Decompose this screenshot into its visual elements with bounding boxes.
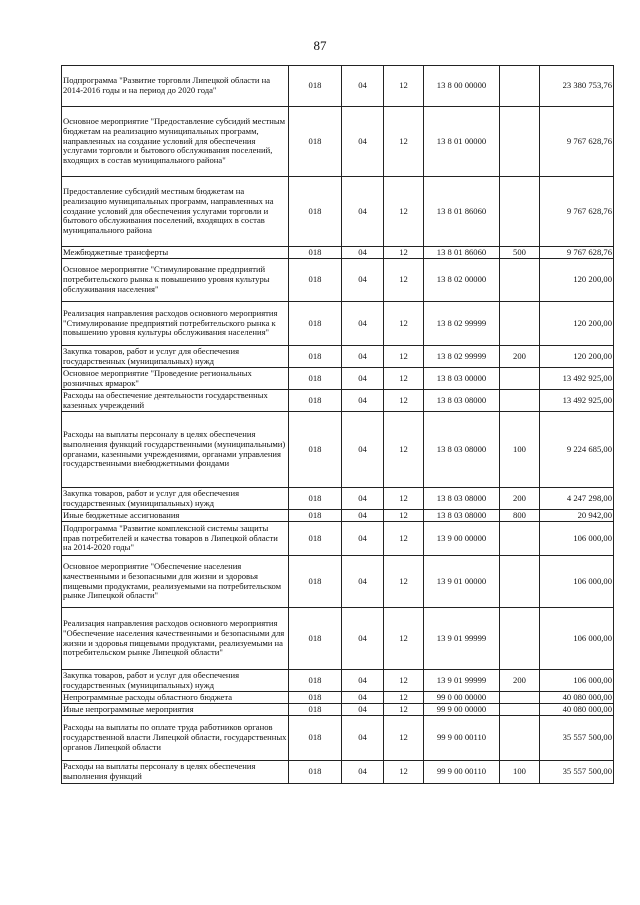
expense-type-cell: [500, 368, 540, 390]
amount-cell: 106 000,00: [540, 556, 614, 608]
target-article-cell: 99 9 00 00110: [424, 716, 500, 761]
ministry-code-cell: 018: [289, 704, 342, 716]
target-article-cell: 13 8 03 08000: [424, 510, 500, 522]
subsection-code-cell: 12: [384, 716, 424, 761]
table-row: [62, 346, 614, 368]
expense-type-cell: [500, 716, 540, 761]
table-row: [62, 302, 614, 346]
subsection-code-cell: 12: [384, 704, 424, 716]
item-name-cell: Основное мероприятие "Стимулирование предприятий потребительского рынка к повышению уровня культуры обслуживания населения": [62, 259, 289, 302]
target-article-cell: 13 8 03 00000: [424, 368, 500, 390]
expense-type-cell: 800: [500, 510, 540, 522]
item-name-cell: Расходы на выплаты по оплате труда работников органов государственной власти Липецкой области, государственных органов Липецкой области: [62, 716, 289, 761]
item-name-cell: Подпрограмма "Развитие торговли Липецкой области на 2014-2016 годы и на период до 2020 года": [62, 66, 289, 107]
amount-cell: 35 557 500,00: [540, 761, 614, 784]
subsection-code-cell: 12: [384, 488, 424, 510]
subsection-code-cell: 12: [384, 390, 424, 412]
amount-cell: 40 080 000,00: [540, 704, 614, 716]
ministry-code-cell: 018: [289, 510, 342, 522]
section-code-cell: 04: [342, 488, 384, 510]
amount-cell: 40 080 000,00: [540, 692, 614, 704]
ministry-code-cell: 018: [289, 177, 342, 247]
table-row: [62, 692, 614, 704]
expense-type-cell: 100: [500, 761, 540, 784]
item-name-cell: Закупка товаров, работ и услуг для обеспечения государственных (муниципальных) нужд: [62, 346, 289, 368]
expense-type-cell: 100: [500, 412, 540, 488]
table-row: [62, 510, 614, 522]
amount-cell: 13 492 925,00: [540, 390, 614, 412]
item-name-cell: Закупка товаров, работ и услуг для обеспечения государственных (муниципальных) нужд: [62, 670, 289, 692]
amount-cell: 23 380 753,76: [540, 66, 614, 107]
table-row: [62, 247, 614, 259]
expense-type-cell: [500, 390, 540, 412]
item-name-cell: Реализация направления расходов основного мероприятия "Обеспечение населения качественными и безопасными для жизни и здоровья пищевыми продуктами, реализуемыми на потребительском рынке Липецкой области": [62, 608, 289, 670]
ministry-code-cell: 018: [289, 302, 342, 346]
ministry-code-cell: 018: [289, 761, 342, 784]
ministry-code-cell: 018: [289, 522, 342, 556]
amount-cell: 106 000,00: [540, 522, 614, 556]
target-article-cell: 13 8 02 00000: [424, 259, 500, 302]
amount-cell: 35 557 500,00: [540, 716, 614, 761]
page-number: 87: [313, 38, 327, 53]
ministry-code-cell: 018: [289, 556, 342, 608]
subsection-code-cell: 12: [384, 346, 424, 368]
expense-type-cell: 500: [500, 247, 540, 259]
section-code-cell: 04: [342, 670, 384, 692]
section-code-cell: 04: [342, 107, 384, 177]
section-code-cell: 04: [342, 522, 384, 556]
table-row: [62, 716, 614, 761]
subsection-code-cell: 12: [384, 670, 424, 692]
expense-type-cell: [500, 608, 540, 670]
item-name-cell: Основное мероприятие "Проведение региональных розничных ярмарок": [62, 368, 289, 390]
table-row: [62, 556, 614, 608]
item-name-cell: Основное мероприятие "Обеспечение населения качественными и безопасными для жизни и здоровья пищевыми продуктами, реализуемыми на потребительском рынке Липецкой области": [62, 556, 289, 608]
subsection-code-cell: 12: [384, 608, 424, 670]
table-row: [62, 107, 614, 177]
section-code-cell: 04: [342, 390, 384, 412]
section-code-cell: 04: [342, 556, 384, 608]
amount-cell: 13 492 925,00: [540, 368, 614, 390]
item-name-cell: Подпрограмма "Развитие комплексной системы защиты прав потребителей и качества товаров в Липецкой области на 2014-2020 годы": [62, 522, 289, 556]
budget-table: [61, 65, 614, 784]
ministry-code-cell: 018: [289, 608, 342, 670]
expense-type-cell: 200: [500, 670, 540, 692]
subsection-code-cell: 12: [384, 412, 424, 488]
expense-type-cell: [500, 704, 540, 716]
target-article-cell: 13 8 02 99999: [424, 346, 500, 368]
item-name-cell: Расходы на выплаты персоналу в целях обеспечения выполнения функций государственными (муниципальными) органами, казенными учреждениями, органами управления государственными внебюджетными фондами: [62, 412, 289, 488]
amount-cell: 4 247 298,00: [540, 488, 614, 510]
target-article-cell: 13 8 01 86060: [424, 247, 500, 259]
item-name-cell: Предоставление субсидий местным бюджетам на реализацию муниципальных программ, направленных на создание условий для обеспечения услугами торговли и бытового обслуживания поселений, входящих в состав муниципального района: [62, 177, 289, 247]
target-article-cell: 13 8 03 08000: [424, 390, 500, 412]
amount-cell: 106 000,00: [540, 670, 614, 692]
table-row: [62, 761, 614, 784]
subsection-code-cell: 12: [384, 107, 424, 177]
target-article-cell: 99 0 00 00000: [424, 692, 500, 704]
subsection-code-cell: 12: [384, 761, 424, 784]
expense-type-cell: 200: [500, 488, 540, 510]
subsection-code-cell: 12: [384, 510, 424, 522]
target-article-cell: 13 9 00 00000: [424, 522, 500, 556]
ministry-code-cell: 018: [289, 368, 342, 390]
section-code-cell: 04: [342, 66, 384, 107]
section-code-cell: 04: [342, 608, 384, 670]
table-row: [62, 368, 614, 390]
subsection-code-cell: 12: [384, 522, 424, 556]
subsection-code-cell: 12: [384, 259, 424, 302]
section-code-cell: 04: [342, 692, 384, 704]
section-code-cell: 04: [342, 247, 384, 259]
expense-type-cell: [500, 66, 540, 107]
item-name-cell: Иные непрограммные мероприятия: [62, 704, 289, 716]
target-article-cell: 99 9 00 00000: [424, 704, 500, 716]
item-name-cell: Основное мероприятие "Предоставление субсидий местным бюджетам на реализацию муниципальных программ, направленных на создание условий для обеспечения услугами торговли и бытового обслуживания поселений, входящих в состав муниципального района": [62, 107, 289, 177]
ministry-code-cell: 018: [289, 259, 342, 302]
target-article-cell: 13 9 01 99999: [424, 608, 500, 670]
amount-cell: 120 200,00: [540, 302, 614, 346]
table-row: [62, 390, 614, 412]
section-code-cell: 04: [342, 761, 384, 784]
subsection-code-cell: 12: [384, 302, 424, 346]
target-article-cell: 13 8 02 99999: [424, 302, 500, 346]
target-article-cell: 99 9 00 00110: [424, 761, 500, 784]
expense-type-cell: [500, 302, 540, 346]
amount-cell: 9 224 685,00: [540, 412, 614, 488]
table-row: [62, 704, 614, 716]
ministry-code-cell: 018: [289, 390, 342, 412]
table-row: [62, 670, 614, 692]
amount-cell: 9 767 628,76: [540, 107, 614, 177]
item-name-cell: Расходы на обеспечение деятельности государственных казенных учреждений: [62, 390, 289, 412]
ministry-code-cell: 018: [289, 107, 342, 177]
table-row: [62, 412, 614, 488]
target-article-cell: 13 8 01 00000: [424, 107, 500, 177]
ministry-code-cell: 018: [289, 716, 342, 761]
item-name-cell: Иные бюджетные ассигнования: [62, 510, 289, 522]
target-article-cell: 13 9 01 00000: [424, 556, 500, 608]
expense-type-cell: [500, 259, 540, 302]
ministry-code-cell: 018: [289, 247, 342, 259]
table-row: [62, 177, 614, 247]
ministry-code-cell: 018: [289, 412, 342, 488]
expense-type-cell: 200: [500, 346, 540, 368]
section-code-cell: 04: [342, 412, 384, 488]
ministry-code-cell: 018: [289, 670, 342, 692]
amount-cell: 9 767 628,76: [540, 247, 614, 259]
table-row: [62, 522, 614, 556]
target-article-cell: 13 8 03 08000: [424, 488, 500, 510]
target-article-cell: 13 8 01 86060: [424, 177, 500, 247]
subsection-code-cell: 12: [384, 692, 424, 704]
ministry-code-cell: 018: [289, 488, 342, 510]
expense-type-cell: [500, 107, 540, 177]
subsection-code-cell: 12: [384, 368, 424, 390]
section-code-cell: 04: [342, 716, 384, 761]
subsection-code-cell: 12: [384, 556, 424, 608]
table-row: [62, 608, 614, 670]
amount-cell: 120 200,00: [540, 259, 614, 302]
section-code-cell: 04: [342, 510, 384, 522]
section-code-cell: 04: [342, 177, 384, 247]
target-article-cell: 13 9 01 99999: [424, 670, 500, 692]
table-row: [62, 66, 614, 107]
amount-cell: 20 942,00: [540, 510, 614, 522]
section-code-cell: 04: [342, 704, 384, 716]
table-row: [62, 259, 614, 302]
target-article-cell: 13 8 03 08000: [424, 412, 500, 488]
subsection-code-cell: 12: [384, 247, 424, 259]
ministry-code-cell: 018: [289, 692, 342, 704]
item-name-cell: Межбюджетные трансферты: [62, 247, 289, 259]
ministry-code-cell: 018: [289, 346, 342, 368]
subsection-code-cell: 12: [384, 66, 424, 107]
section-code-cell: 04: [342, 259, 384, 302]
table-row: [62, 488, 614, 510]
amount-cell: 9 767 628,76: [540, 177, 614, 247]
section-code-cell: 04: [342, 302, 384, 346]
expense-type-cell: [500, 177, 540, 247]
item-name-cell: Закупка товаров, работ и услуг для обеспечения государственных (муниципальных) нужд: [62, 488, 289, 510]
section-code-cell: 04: [342, 368, 384, 390]
item-name-cell: Расходы на выплаты персоналу в целях обеспечения выполнения функций: [62, 761, 289, 784]
item-name-cell: Реализация направления расходов основного мероприятия "Стимулирование предприятий потребительского рынка к повышению уровня культуры обслуживания населения": [62, 302, 289, 346]
expense-type-cell: [500, 556, 540, 608]
section-code-cell: 04: [342, 346, 384, 368]
expense-type-cell: [500, 692, 540, 704]
amount-cell: 120 200,00: [540, 346, 614, 368]
subsection-code-cell: 12: [384, 177, 424, 247]
expense-type-cell: [500, 522, 540, 556]
target-article-cell: 13 8 00 00000: [424, 66, 500, 107]
ministry-code-cell: 018: [289, 66, 342, 107]
amount-cell: 106 000,00: [540, 608, 614, 670]
item-name-cell: Непрограммные расходы областного бюджета: [62, 692, 289, 704]
